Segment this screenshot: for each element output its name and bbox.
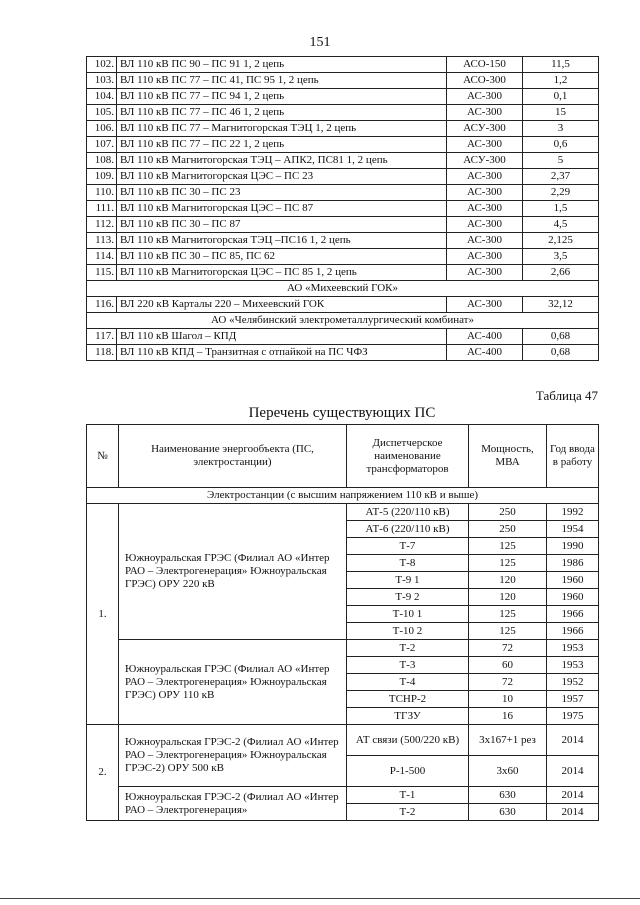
line-name: ВЛ 110 кВ Магнитогорская ТЭЦ – АПК2, ПС81 1, 2 цепь (117, 153, 447, 169)
energy-object-name: Южноуральская ГРЭС-2 (Филиал АО «Интер РАО – Электрогенерация» Южноуральская ГРЭС-2) ОРУ 500 кВ (119, 725, 347, 787)
energy-object-name: Южноуральская ГРЭС (Филиал АО «Интер РАО – Электрогенерация» Южноуральская ГРЭС) ОРУ 110 кВ (119, 640, 347, 725)
wire-type: АС-300 (447, 105, 523, 121)
table-row (87, 121, 599, 137)
bottom-rule (0, 898, 640, 899)
commission-year: 1990 (547, 538, 599, 555)
line-length: 2,37 (523, 169, 599, 185)
transformer-power: 60 (469, 657, 547, 674)
line-name: ВЛ 110 кВ ПС 77 – ПС 41, ПС 95 1, 2 цепь (117, 73, 447, 89)
transformer-power: 10 (469, 691, 547, 708)
line-name: ВЛ 110 кВ ПС 77 – ПС 22 1, 2 цепь (117, 137, 447, 153)
commission-year: 1960 (547, 589, 599, 606)
commission-year: 1986 (547, 555, 599, 572)
row-number: 102. (87, 57, 117, 73)
commission-year: 1953 (547, 640, 599, 657)
transformer-power: 250 (469, 521, 547, 538)
power-lines-table-body (87, 57, 599, 361)
line-length: 3 (523, 121, 599, 137)
transformer-name: Т-10 2 (347, 623, 469, 640)
row-number: 112. (87, 217, 117, 233)
transformer-power: 72 (469, 640, 547, 657)
header-year: Год ввода в работу (547, 425, 599, 488)
line-length: 1,2 (523, 73, 599, 89)
commission-year: 2014 (547, 804, 599, 821)
line-name: ВЛ 110 кВ Магнитогорская ТЭЦ –ПС16 1, 2 цепь (117, 233, 447, 249)
line-name: ВЛ 220 кВ Карталы 220 – Михеевский ГОК (117, 297, 447, 313)
table-row (87, 249, 599, 265)
row-number: 117. (87, 329, 117, 345)
line-length: 2,66 (523, 265, 599, 281)
transformer-name: ТСНР-2 (347, 691, 469, 708)
power-lines-table (86, 56, 599, 361)
table-row (87, 504, 599, 521)
header-name: Наименование энергообъекта (ПС, электростанции) (119, 425, 347, 488)
transformer-name: Т-8 (347, 555, 469, 572)
organization-name: АО «Михеевский ГОК» (87, 281, 599, 297)
transformer-power: 3x60 (469, 756, 547, 787)
row-number: 111. (87, 201, 117, 217)
line-length: 3,5 (523, 249, 599, 265)
line-name: ВЛ 110 кВ ПС 77 – Магнитогорская ТЭЦ 1, 2 цепь (117, 121, 447, 137)
line-name: ВЛ 110 кВ КПД – Транзитная с отпайкой на ПС ЧФЗ (117, 345, 447, 361)
transformer-name: Т-2 (347, 640, 469, 657)
transformer-power: 120 (469, 589, 547, 606)
table-row (87, 153, 599, 169)
header-dispatch: Диспетчерское наименование трансформаторов (347, 425, 469, 488)
line-length: 4,5 (523, 217, 599, 233)
transformer-power: 250 (469, 504, 547, 521)
transformer-power: 72 (469, 674, 547, 691)
table-row (87, 105, 599, 121)
section-title: Электростанции (с высшим напряжением 110 кВ и выше) (87, 488, 599, 504)
table-label: Таблица 47 (535, 388, 598, 403)
table-row (87, 169, 599, 185)
line-name: ВЛ 110 кВ ПС 90 – ПС 91 1, 2 цепь (117, 57, 447, 73)
table-row (87, 217, 599, 233)
transformer-power: 630 (469, 804, 547, 821)
transformer-name: АТ-5 (220/110 кВ) (347, 504, 469, 521)
transformer-power: 125 (469, 623, 547, 640)
line-length: 32,12 (523, 297, 599, 313)
commission-year: 1954 (547, 521, 599, 538)
transformer-name: Т-7 (347, 538, 469, 555)
wire-type: АСУ-300 (447, 121, 523, 137)
header-row (87, 425, 599, 488)
line-length: 1,5 (523, 201, 599, 217)
wire-type: АС-400 (447, 329, 523, 345)
energy-object-name: Южноуральская ГРЭС-2 (Филиал АО «Интер РАО – Электрогенерация» (119, 787, 347, 821)
commission-year: 1992 (547, 504, 599, 521)
transformer-name: Т-9 1 (347, 572, 469, 589)
commission-year: 1957 (547, 691, 599, 708)
organization-row (87, 313, 599, 329)
table-row (87, 297, 599, 313)
row-number: 107. (87, 137, 117, 153)
line-name: ВЛ 110 кВ Магнитогорская ЦЭС – ПС 87 (117, 201, 447, 217)
transformer-name: АТ-6 (220/110 кВ) (347, 521, 469, 538)
organization-name: АО «Челябинский электрометаллургический комбинат» (87, 313, 599, 329)
wire-type: АС-300 (447, 249, 523, 265)
table-row (87, 329, 599, 345)
group-number: 1. (87, 504, 119, 725)
line-name: ВЛ 110 кВ ПС 30 – ПС 87 (117, 217, 447, 233)
header-num: № (87, 425, 119, 488)
transformer-name: Т-4 (347, 674, 469, 691)
line-name: ВЛ 110 кВ ПС 77 – ПС 94 1, 2 цепь (117, 89, 447, 105)
line-length: 2,125 (523, 233, 599, 249)
table-row (87, 57, 599, 73)
table-row (87, 73, 599, 89)
wire-type: АСО-300 (447, 73, 523, 89)
row-number: 109. (87, 169, 117, 185)
table-row (87, 787, 599, 804)
transformer-power: 630 (469, 787, 547, 804)
commission-year: 1975 (547, 708, 599, 725)
row-number: 115. (87, 265, 117, 281)
transformer-name: Т-1 (347, 787, 469, 804)
commission-year: 1953 (547, 657, 599, 674)
commission-year: 1952 (547, 674, 599, 691)
wire-type: АСУ-300 (447, 153, 523, 169)
line-name: ВЛ 110 кВ Магнитогорская ЦЭС – ПС 23 (117, 169, 447, 185)
transformer-name: Т-9 2 (347, 589, 469, 606)
line-length: 5 (523, 153, 599, 169)
transformer-name: Т-2 (347, 804, 469, 821)
wire-type: АС-300 (447, 265, 523, 281)
transformer-power: 16 (469, 708, 547, 725)
row-number: 110. (87, 185, 117, 201)
row-number: 105. (87, 105, 117, 121)
row-number: 116. (87, 297, 117, 313)
transformer-name: Т-10 1 (347, 606, 469, 623)
row-number: 104. (87, 89, 117, 105)
row-number: 113. (87, 233, 117, 249)
row-number: 103. (87, 73, 117, 89)
organization-row (87, 281, 599, 297)
transformer-power: 125 (469, 555, 547, 572)
wire-type: АС-300 (447, 217, 523, 233)
transformer-power: 125 (469, 606, 547, 623)
line-length: 11,5 (523, 57, 599, 73)
commission-year: 1966 (547, 623, 599, 640)
wire-type: АС-400 (447, 345, 523, 361)
line-length: 2,29 (523, 185, 599, 201)
commission-year: 2014 (547, 787, 599, 804)
table-row (87, 185, 599, 201)
line-length: 0,68 (523, 345, 599, 361)
transformer-power: 3x167+1 рез (469, 725, 547, 756)
line-name: ВЛ 110 кВ ПС 30 – ПС 85, ПС 62 (117, 249, 447, 265)
line-length: 15 (523, 105, 599, 121)
table-row (87, 89, 599, 105)
header-power: Мощность, МВА (469, 425, 547, 488)
row-number: 106. (87, 121, 117, 137)
wire-type: АС-300 (447, 185, 523, 201)
commission-year: 1966 (547, 606, 599, 623)
section-row (87, 488, 599, 504)
wire-type: АС-300 (447, 89, 523, 105)
line-length: 0,68 (523, 329, 599, 345)
group-number: 2. (87, 725, 119, 821)
row-number: 114. (87, 249, 117, 265)
line-name: ВЛ 110 кВ Магнитогорская ЦЭС – ПС 85 1, 2 цепь (117, 265, 447, 281)
table-title: Перечень существующих ПС (248, 405, 436, 421)
line-name: ВЛ 110 кВ ПС 77 – ПС 46 1, 2 цепь (117, 105, 447, 121)
wire-type: АС-300 (447, 169, 523, 185)
line-length: 0,6 (523, 137, 599, 153)
page-number: 151 (309, 35, 331, 50)
wire-type: АС-300 (447, 201, 523, 217)
row-number: 108. (87, 153, 117, 169)
table-row (87, 137, 599, 153)
wire-type: АС-300 (447, 297, 523, 313)
line-name: ВЛ 110 кВ ПС 30 – ПС 23 (117, 185, 447, 201)
transformer-name: ТГЗУ (347, 708, 469, 725)
transformer-name: Р-1-500 (347, 756, 469, 787)
transformer-power: 120 (469, 572, 547, 589)
table-row (87, 265, 599, 281)
wire-type: АС-300 (447, 233, 523, 249)
table-row (87, 725, 599, 756)
substations-table-body (87, 488, 599, 821)
wire-type: АС-300 (447, 137, 523, 153)
table-row (87, 345, 599, 361)
table-row (87, 201, 599, 217)
table-row (87, 640, 599, 657)
substations-table (86, 424, 599, 821)
transformer-name: АТ связи (500/220 кВ) (347, 725, 469, 756)
commission-year: 2014 (547, 756, 599, 787)
row-number: 118. (87, 345, 117, 361)
commission-year: 2014 (547, 725, 599, 756)
table-row (87, 233, 599, 249)
transformer-name: Т-3 (347, 657, 469, 674)
line-name: ВЛ 110 кВ Шагол – КПД (117, 329, 447, 345)
transformer-power: 125 (469, 538, 547, 555)
wire-type: АСО-150 (447, 57, 523, 73)
energy-object-name: Южноуральская ГРЭС (Филиал АО «Интер РАО – Электрогенерация» Южноуральская ГРЭС) ОРУ 220 кВ (119, 504, 347, 640)
commission-year: 1960 (547, 572, 599, 589)
line-length: 0,1 (523, 89, 599, 105)
